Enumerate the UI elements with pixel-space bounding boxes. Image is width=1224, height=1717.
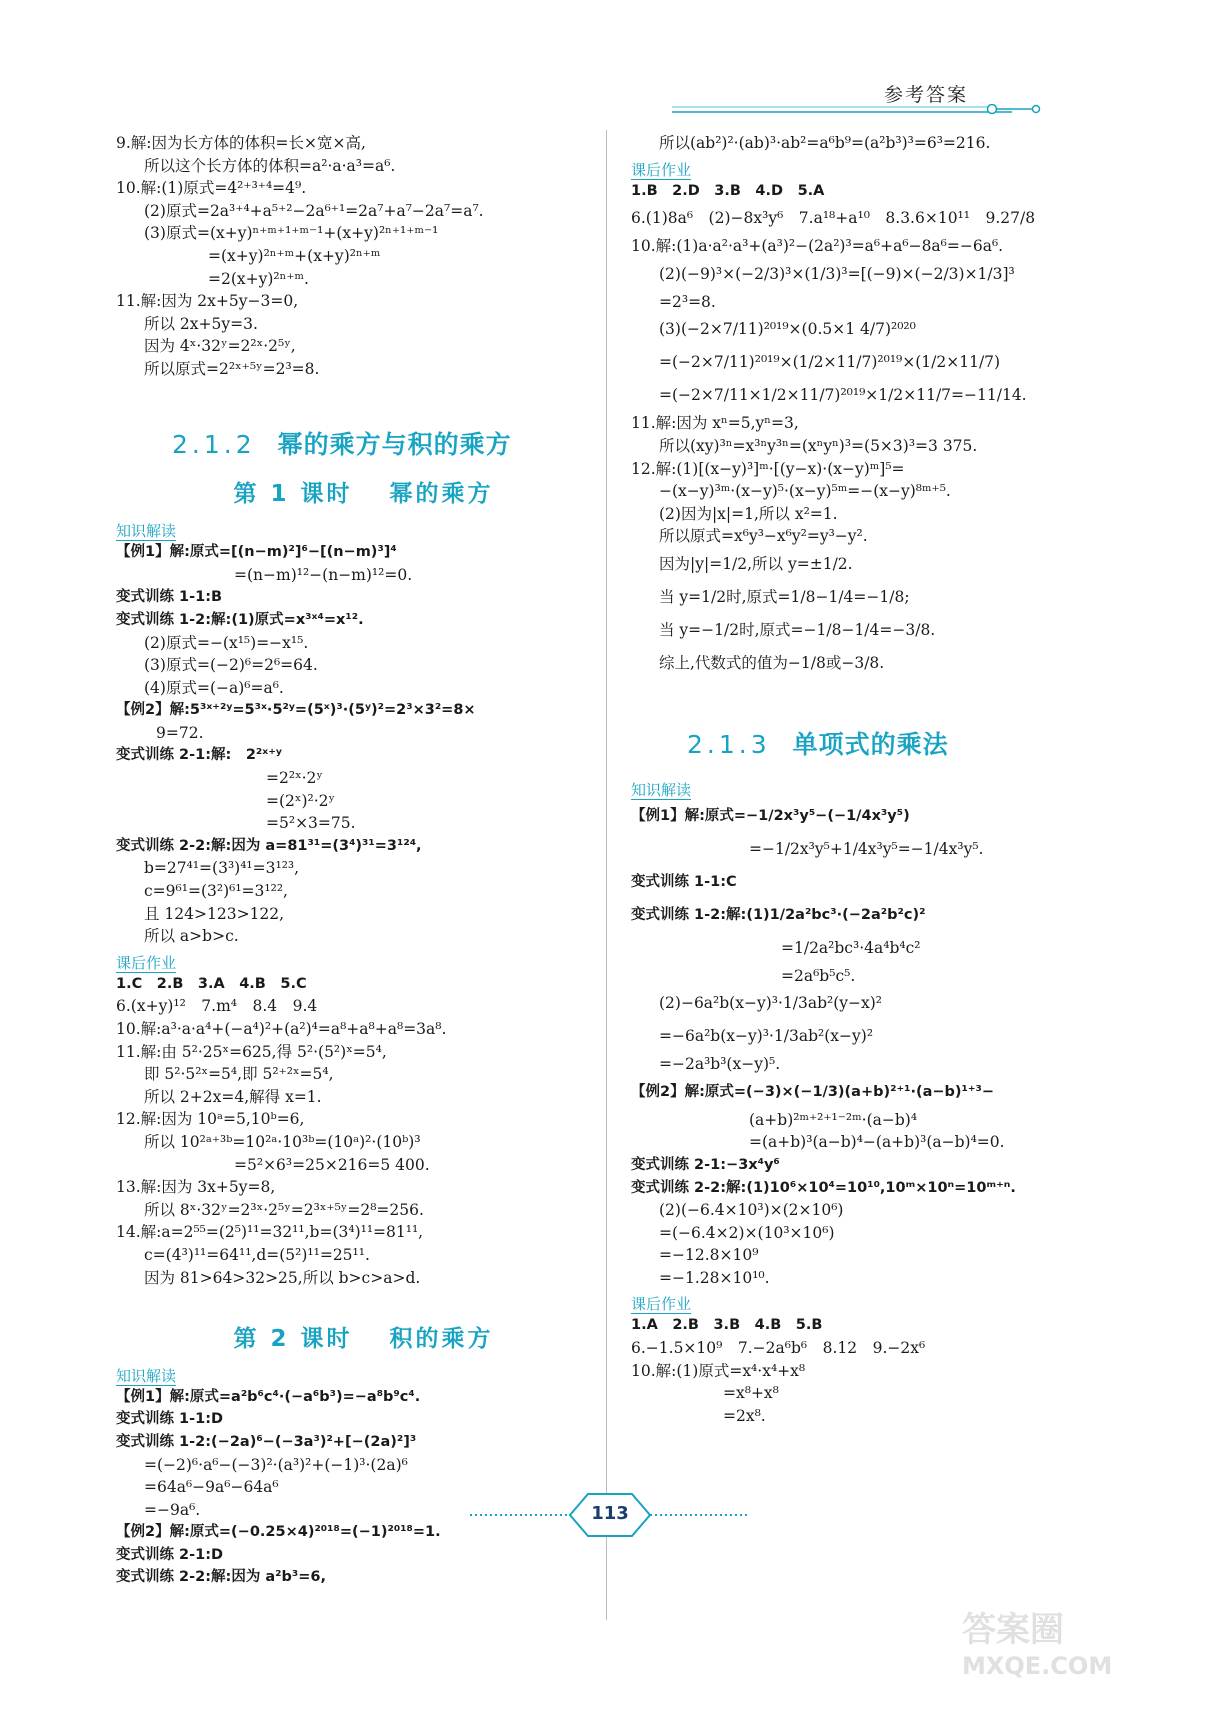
answer-line: =64a⁶−9a⁶−64a⁶ [144,1478,279,1497]
answer-line: 变式训练 2-2:解:因为 a²b³=6, [116,1569,327,1586]
answer-line: 【例2】解:原式=(−3)×(−1/3)(a+b)²⁺¹·(a−b)¹⁺³− [631,1083,995,1100]
section-heading: 单项式的乘法 [792,729,949,759]
answer-line: 所以(ab²)²·(ab)³·ab²=a⁶b⁹=(a²b³)³=6³=216. [659,134,991,152]
right-column [631,132,1131,1427]
answer-line: c=9⁶¹=(3²)⁶¹=3¹²², [144,882,288,901]
answer-line: 所以原式=x⁶y³−x⁶y²=y³−y². [659,527,868,546]
answer-line: =(a+b)³(a−b)⁴−(a+b)³(a−b)⁴=0. [749,1133,1005,1152]
answer-line: =5²×3=75. [266,814,356,833]
lesson-title: 第 1 课时 幂的乘方 [233,481,494,508]
answer-line: b=27⁴¹=(3³)⁴¹=3¹²³, [144,859,300,878]
answer-line: =2(x+y)²ⁿ⁺ᵐ. [208,269,309,288]
answer-line: 【例1】解:原式=−1/2x³y⁵−(−1/4x³y⁵) [631,807,910,824]
answer-line: =−6a²b(x−y)³·1/3ab²(x−y)² [659,1027,874,1046]
answer-line: 所以原式=2²ˣ⁺⁵ʸ=2³=8. [144,359,320,378]
answer-line: 12.解:(1)[(x−y)³]ᵐ·[(y−x)·(x−y)ᵐ]⁵= [631,459,905,478]
answer-line: 所以(xy)³ⁿ=x³ⁿy³ⁿ=(xⁿyⁿ)³=(5×3)³=3 375. [659,436,978,455]
answer-line: =−2a³b³(x−y)⁵. [659,1055,781,1074]
answer-line: 【例1】解:原式=[(n−m)²]⁶−[(n−m)³]⁴ [116,544,397,561]
answer-line: 因为 81>64>32>25,所以 b>c>a>d. [144,1268,421,1287]
subsection-tag-row [631,775,1131,800]
answer-line: =1/2a²bc³·4a⁴b⁴c² [781,938,921,957]
answer-line: c=(4³)¹¹=64¹¹,d=(5²)¹¹=25¹¹. [144,1245,370,1264]
answer-line: =−1/2x³y⁵+1/4x³y⁵=−1/4x³y⁵. [749,839,984,858]
lesson-title: 第 2 课时 积的乘方 [233,1325,494,1352]
answer-line: =2³=8. [659,292,716,311]
answer-line: 变式训练 1-1:B [116,589,223,606]
answer-line: =−9a⁶. [144,1500,201,1519]
answer-line: −(x−y)³ᵐ·(x−y)⁵·(x−y)⁵ᵐ=−(x−y)⁸ᵐ⁺⁵. [659,482,951,501]
answer-line: 10.解:(1)原式=4²⁺³⁺⁴=4⁹. [116,179,307,198]
answer-line: 1.B 2.D 3.B 4.D 5.A [631,182,825,199]
header-title: 参考答案 [884,84,969,106]
answer-line: 【例2】解:5³ˣ⁺²ʸ=5³ˣ·5²ʸ=(5ˣ)³·(5ʸ)²=2³×3²=8× [116,702,476,719]
answer-line: (3)原式=(−2)⁶=2⁶=64. [144,656,318,675]
answer-line: 变式训练 2-1:−3x⁴y⁶ [631,1156,780,1173]
answer-line: 所以 10²ᵃ⁺³ᵇ=10²ᵃ·10³ᵇ=(10ᵃ)²·(10ᵇ)³ [144,1132,421,1151]
answer-line: =−1.28×10¹⁰. [659,1268,770,1287]
answer-line: =(−2×7/11)²⁰¹⁹×(1/2×11/7)²⁰¹⁹×(1/2×11/7) [659,353,1001,372]
watermark-text: 答案圈 [962,1610,1064,1650]
answer-line: 变式训练 2-1:D [116,1546,224,1563]
answer-line: (4)原式=(−a)⁶=a⁶. [144,678,284,697]
answer-line: 当 y=−1/2时,原式=−1/8−1/4=−3/8. [659,620,936,639]
page-number-badge [470,1488,750,1542]
answer-line: 变式训练 2-1:解: 2²ˣ⁺ʸ [116,747,282,764]
subsection-tag-row [116,516,611,541]
page-number: 113 [591,1503,629,1524]
answer-line: 变式训练 1-1:D [116,1411,224,1428]
section-number: 2.1.3 [687,729,771,759]
subsection-tag: 知识解读 [631,780,692,799]
answer-line: 因为|y|=1/2,所以 y=±1/2. [659,554,853,573]
answer-line: 14.解:a=2⁵⁵=(2⁵)¹¹=32¹¹,b=(3⁴)¹¹=81¹¹, [116,1223,424,1242]
answer-line: 综上,代数式的值为−1/8或−3/8. [659,653,885,672]
answer-line: 变式训练 1-1:C [631,873,737,890]
answer-line: =2a⁶b⁵c⁵. [781,966,856,985]
answer-line: 9.解:因为长方体的体积=长×宽×高, [116,134,366,152]
answer-line: 12.解:因为 10ᵃ=5,10ᵇ=6, [116,1110,305,1129]
answer-line: 所以 2+2x=4,解得 x=1. [144,1087,322,1106]
answer-line: =(−6.4×2)×(10³×10⁶) [659,1223,835,1242]
answer-line: 所以 2x+5y=3. [144,314,258,333]
answer-line: 11.解:因为 xⁿ=5,yⁿ=3, [631,414,799,433]
answer-line: 变式训练 1-2:解:(1)1/2a²bc³·(−2a²b²c)² [631,906,926,923]
answer-line: (2)(−6.4×10³)×(2×10⁶) [659,1201,844,1220]
answer-line [116,381,611,404]
answer-line: 所以 a>b>c. [144,927,239,946]
answer-line: =5²×6³=25×216=5 400. [234,1155,430,1174]
header-rule [672,104,1052,116]
subsection-tag-row [116,1361,611,1386]
subsection-tag: 课后作业 [116,953,177,972]
subsection-tag-row [631,155,1131,180]
subsection-tag: 课后作业 [631,160,692,179]
answer-line: 11.解:由 5²·25ˣ=625,得 5²·(5²)ˣ=5⁴, [116,1042,387,1061]
answer-line: 10.解:(1)a·a²·a³+(a³)²−(2a²)³=a⁶+a⁶−8a⁶=−6a⁶. [631,237,1004,256]
answer-line: =2²ˣ·2ʸ [266,769,323,788]
answer-line: (3)(−2×7/11)²⁰¹⁹×(0.5×1 4/7)²⁰²⁰ [659,320,916,339]
answer-line [631,680,1131,703]
section-heading: 幂的乘方与积的乘方 [277,430,512,460]
answer-line: 10.解:(1)原式=x⁴·x⁴+x⁸ [631,1361,806,1380]
answer-line: 10.解:a³·a·a⁴+(−a⁴)²+(a²)⁴=a⁸+a⁸+a⁸=3a⁸. [116,1020,447,1038]
subsection-tag: 课后作业 [631,1295,692,1314]
answer-line: 11.解:因为 2x+5y−3=0, [116,292,299,311]
subsection-tag-row [116,948,611,973]
answer-line: =(−2)⁶·a⁶−(−3)²·(a³)²+(−1)³·(2a)⁶ [144,1455,408,1474]
answer-line: (2)原式=2a³⁺⁴+a⁵⁺²−2a⁶⁺¹=2a⁷+a⁷−2a⁷=a⁷. [144,201,484,220]
answer-line: 变式训练 2-2:解:(1)10⁶×10⁴=10¹⁰,10ᵐ×10ⁿ=10ᵐ⁺ⁿ. [631,1179,1016,1196]
answer-line: 9=72. [156,723,204,742]
answer-line: (2)原式=−(x¹⁵)=−x¹⁵. [144,633,309,652]
answer-line: =(n−m)¹²−(n−m)¹²=0. [234,565,413,584]
answer-line: 6.−1.5×10⁹ 7.−2a⁶b⁶ 8.12 9.−2x⁶ [631,1339,926,1358]
section-title [687,725,1131,761]
left-column [116,132,611,1589]
answer-line: 所以这个长方体的体积=a²·a·a³=a⁶. [144,156,396,175]
answer-line: =−12.8×10⁹ [659,1246,759,1265]
answer-line: =x⁸+x⁸ [723,1384,779,1403]
answer-line: 变式训练 1-2:(−2a)⁶−(−3a³)²+[−(2a)²]³ [116,1433,417,1450]
answer-line: (2)−6a²b(x−y)³·1/3ab²(y−x)² [659,994,883,1013]
answer-line: 13.解:因为 3x+5y=8, [116,1178,276,1197]
watermark-url: MXQE.COM [962,1652,1113,1680]
answer-line: 【例1】解:原式=a²b⁶c⁴·(−a⁶b³)=−a⁸b⁹c⁴. [116,1388,421,1405]
answer-line: 1.C 2.B 3.A 4.B 5.C [116,975,307,992]
answer-line: =(−2×7/11×1/2×11/7)²⁰¹⁹×1/2×11/7=−11/14. [659,386,1027,405]
answer-line: =(x+y)²ⁿ⁺ᵐ+(x+y)²ⁿ⁺ᵐ [208,246,381,265]
answer-line: 即 5²·5²ˣ=5⁴,即 5²⁺²ˣ=5⁴, [144,1065,334,1084]
section-title [172,425,611,461]
subsection-tag: 知识解读 [116,522,177,541]
answer-line: (2)(−9)³×(−2/3)³×(1/3)³=[(−9)×(−2/3)×1/3]³ [659,264,1015,283]
answer-line [116,1289,611,1312]
subsection-tag: 知识解读 [116,1366,177,1385]
answer-line: 所以 8ˣ·32ʸ=2³ˣ·2⁵ʸ=2³ˣ⁺⁵ʸ=2⁸=256. [144,1200,424,1219]
subsection-tag-row [631,1289,1131,1314]
answer-line: 6.(1)8a⁶ (2)−8x³y⁶ 7.a¹⁸+a¹⁰ 8.3.6×10¹¹ 9.27/8 [631,209,1036,228]
answer-line: 因为 4ˣ·32ʸ=2²ˣ·2⁵ʸ, [144,337,296,356]
answer-line: 6.(x+y)¹² 7.m⁴ 8.4 9.4 [116,997,318,1016]
answer-line: (a+b)²ᵐ⁺²⁺¹⁻²ᵐ·(a−b)⁴ [749,1110,918,1129]
answer-line: =(2ˣ)²·2ʸ [266,791,336,810]
answer-line: 变式训练 2-2:解:因为 a=81³¹=(3⁴)³¹=3¹²⁴, [116,837,422,854]
answer-line: 1.A 2.B 3.B 4.B 5.B [631,1317,823,1334]
answer-line: (2)因为|x|=1,所以 x²=1. [659,504,838,523]
answer-line: =2x⁸. [723,1406,766,1425]
answer-line: 变式训练 1-2:解:(1)原式=x³ˣ⁴=x¹². [116,611,364,628]
answer-line: 当 y=1/2时,原式=1/8−1/4=−1/8; [659,587,910,606]
answer-line: 且 124>123>122, [144,904,285,923]
answer-line: 【例2】解:原式=(−0.25×4)²⁰¹⁸=(−1)²⁰¹⁸=1. [116,1524,441,1541]
section-number: 2.1.2 [172,430,256,460]
watermark [962,1612,1112,1684]
answer-line: (3)原式=(x+y)ⁿ⁺ᵐ⁺¹⁺ᵐ⁻¹+(x+y)²ⁿ⁺¹⁺ᵐ⁻¹ [144,224,439,243]
